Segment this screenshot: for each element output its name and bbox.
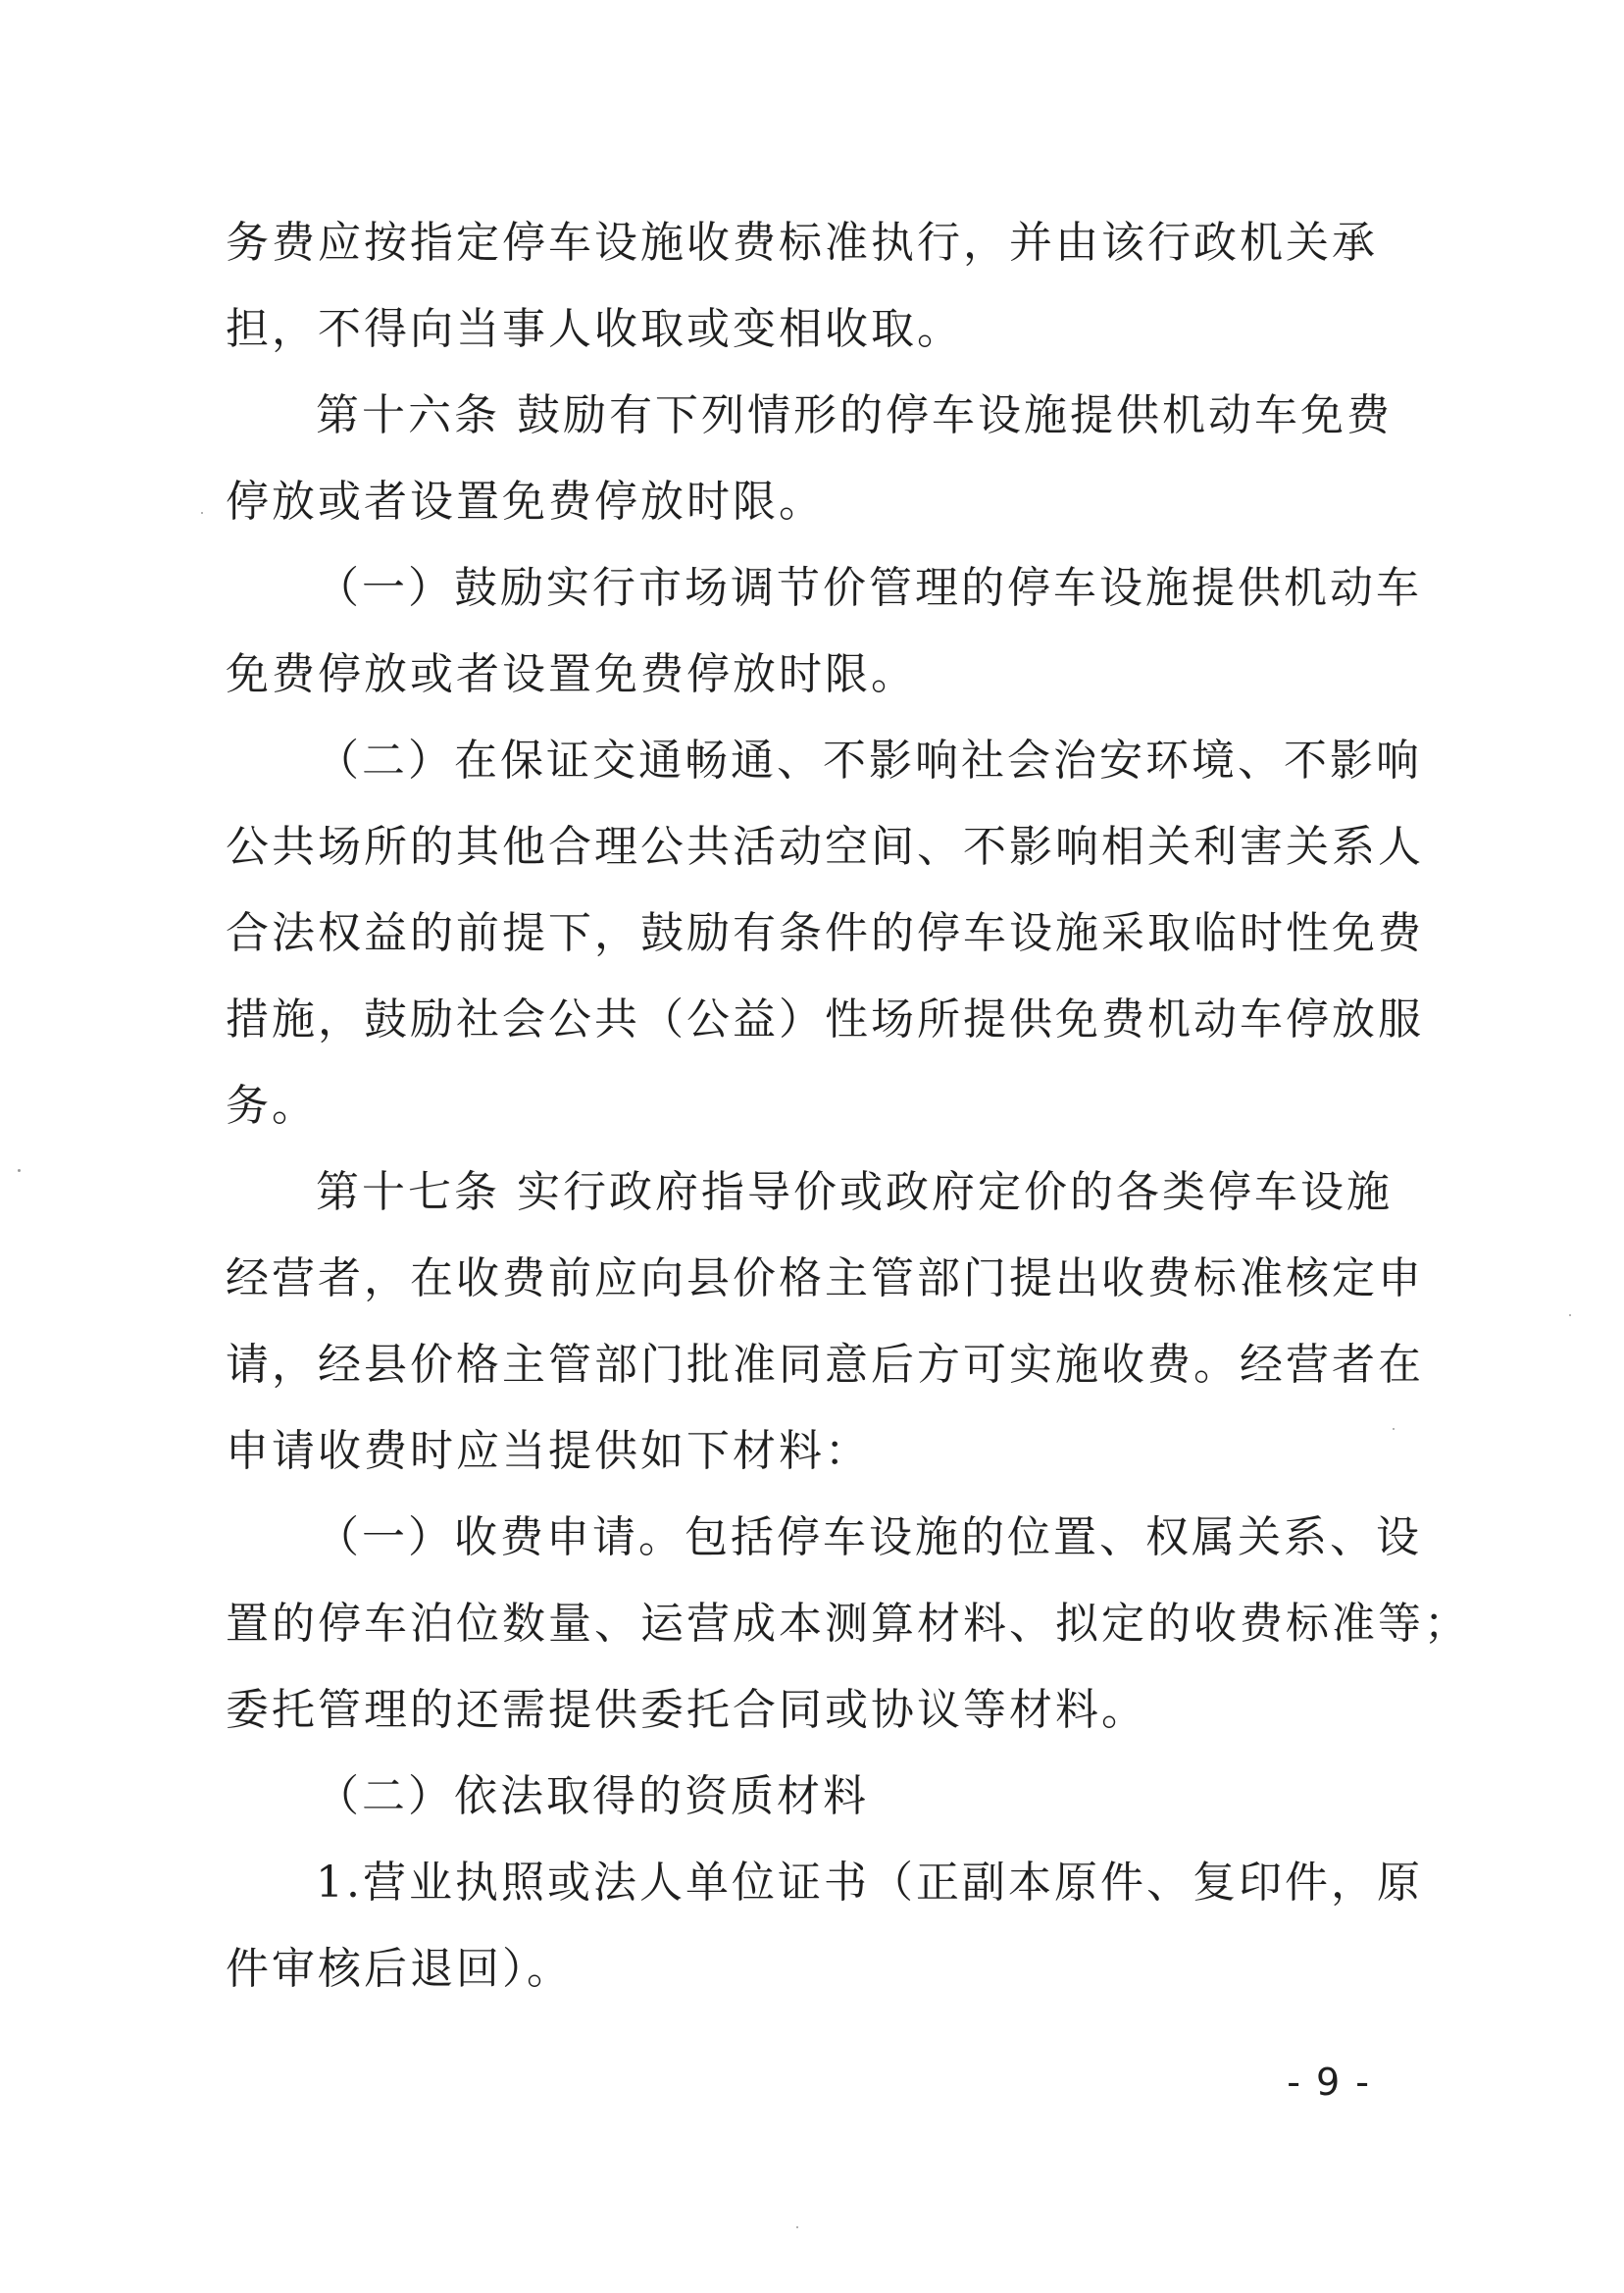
text-line: 申请收费时应当提供如下材料： bbox=[226, 1426, 871, 1476]
text-line: 1.营业执照或法人单位证书（正副本原件、复印件，原 bbox=[316, 1858, 1423, 1908]
scan-speck bbox=[1393, 1428, 1395, 1430]
text-line: 第十七条 实行政府指导价或政府定价的各类停车设施 bbox=[316, 1167, 1393, 1217]
text-line: 务费应按指定停车设施收费标准执行，并由该行政机关承 bbox=[226, 218, 1378, 268]
text-line: 措施，鼓励社会公共（公益）性场所提供免费机动车停放服 bbox=[226, 994, 1424, 1045]
scan-speck bbox=[796, 2226, 798, 2228]
text-line: 第十六条 鼓励有下列情形的停车设施提供机动车免费 bbox=[316, 390, 1393, 440]
text-line: 担，不得向当事人收取或变相收取。 bbox=[226, 304, 963, 354]
text-line: 合法权益的前提下，鼓励有条件的停车设施采取临时性免费 bbox=[226, 908, 1424, 958]
text-line: 免费停放或者设置免费停放时限。 bbox=[226, 649, 917, 699]
scan-speck bbox=[18, 1169, 21, 1172]
text-line: （二）依法取得的资质材料 bbox=[316, 1771, 869, 1821]
text-line: （二）在保证交通畅通、不影响社会治安环境、不影响 bbox=[316, 736, 1422, 786]
text-line: 委托管理的还需提供委托合同或协议等材料。 bbox=[226, 1685, 1147, 1735]
text-line: 件审核后退回）。 bbox=[226, 1944, 573, 1994]
text-line: （一）鼓励实行市场调节价管理的停车设施提供机动车 bbox=[316, 563, 1422, 613]
page-number: - 9 - bbox=[1287, 2061, 1371, 2104]
text-line: 务。 bbox=[226, 1081, 318, 1131]
text-line: 经营者，在收费前应向县价格主管部门提出收费标准核定申 bbox=[226, 1253, 1424, 1303]
text-line: 公共场所的其他合理公共活动空间、不影响相关利害关系人 bbox=[226, 822, 1424, 872]
text-line: 置的停车泊位数量、运营成本测算材料、拟定的收费标准等； bbox=[226, 1599, 1470, 1649]
text-line: （一）收费申请。包括停车设施的位置、权属关系、设 bbox=[316, 1512, 1422, 1562]
text-line: 停放或者设置免费停放时限。 bbox=[226, 477, 825, 527]
scan-speck bbox=[1569, 1314, 1571, 1316]
scan-speck bbox=[201, 512, 203, 514]
text-line: 请，经县价格主管部门批准同意后方可实施收费。经营者在 bbox=[226, 1340, 1424, 1390]
